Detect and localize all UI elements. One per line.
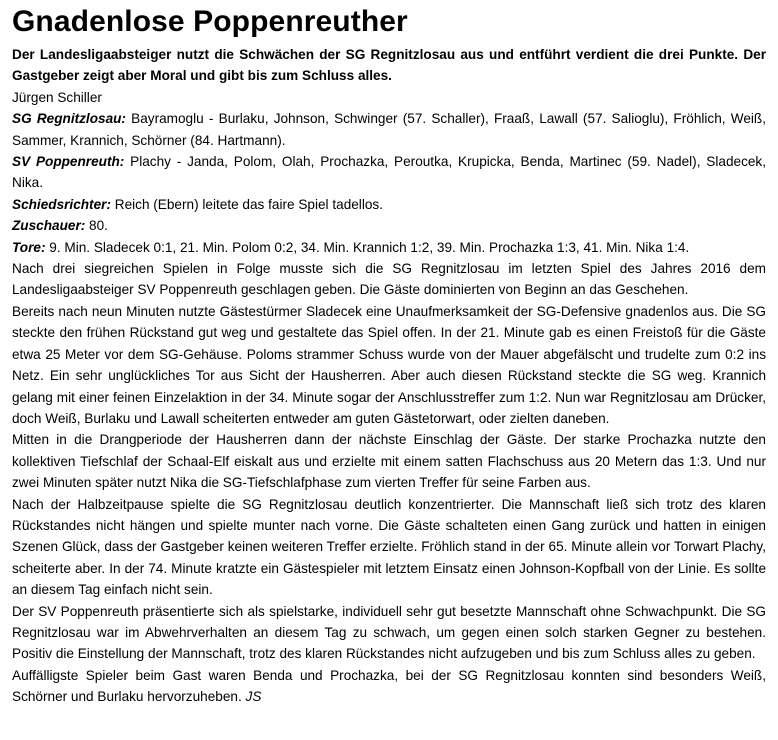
article-title: Gnadenlose Poppenreuther: [12, 5, 408, 38]
away-lineup-text: Plachy - Janda, Polom, Olah, Prochazka, Peroutka, Krupicka, Benda, Martinec (59. Nadel), Sladecek, Nika.: [12, 154, 766, 191]
spectators-label: Zuschauer:: [12, 218, 86, 234]
referee-label: Schiedsrichter:: [12, 196, 111, 212]
goals-text: 9. Min. Sladecek 0:1, 21. Min. Polom 0:2, 34. Min. Krannich 1:2, 39. Min. Prochazka 1:3, 41. Min. Nika 1:4.: [45, 239, 690, 255]
home-lineup-label: SG Regnitzlosau:: [12, 111, 126, 127]
goals: [12, 237, 766, 258]
body-paragraph-4: Nach der Halbzeitpause spielte die SG Regnitzlosau deutlich konzentrierter. Die Mannschaft ließ sich trotz des klaren Rückstandes nicht hängen und spielte munter nach vorne. Die Gäste schalteten einen Gang zurück und hatten in einigen Szenen Glück, dass der Gastgeber keinen weiteren Treffer erzielte. Fröhlich stand in der 65. Minute allein vor Torwart Plachy, scheiterte aber. In der 74. Minute kratzte ein Gästespieler mit letztem Einsatz einen Johnson-Kopfball von der Linie. Es sollte an diesem Tag einfach nicht sein.: [12, 496, 766, 598]
closing-text: Auffälligste Spieler beim Gast waren Benda und Prochazka, bei der SG Regnitzlosau konnten sind besonders Weiß, Schörner und Burlaku hervorzuheben.: [12, 667, 766, 705]
body-paragraph-1: Nach drei siegreichen Spielen in Folge musste sich die SG Regnitzlosau im letzten Spiel des Jahres 2016 dem Landesligaabsteiger SV Poppenreuth geschlagen geben. Die Gäste dominierten von Beginn an das Geschehen.: [12, 261, 766, 298]
body-paragraph-3: Mitten in die Drangperiode der Hausherren dann der nächste Einschlag der Gäste. Der starke Prochazka nutzte den kollektiven Tiefschlaf der Schaal-Elf eiskalt aus und erzielte mit einem satten Flachschuss aus 20 Metern das 1:3. Und nur zwei Minuten später nutzt Nika die SG-Tiefschlafphase zum vierten Treffer für seine Farben aus.: [12, 432, 766, 491]
article-author: Jürgen Schiller: [12, 89, 102, 105]
referee-text: Reich (Ebern) leitete das faire Spiel tadellos.: [110, 196, 383, 212]
goals-label: Tore:: [12, 239, 46, 255]
article-lead: Der Landesligaabsteiger nutzt die Schwächen der SG Regnitzlosau aus und entführt verdient die drei Punkte. Der Gastgeber zeigt aber Moral und gibt bis zum Schluss alles.: [12, 47, 766, 84]
body-paragraph-5: Der SV Poppenreuth präsentierte sich als spielstarke, individuell sehr gut besetzte Mannschaft ohne Schwachpunkt. Die SG Regnitzlosau war im Abwehrverhalten an diesem Tag zu schwach, um gegen einen solch starken Gegner zu bestehen. Positiv die Einstellung der Mannschaft, trotz des klaren Rückstandes nicht aufzugeben und bis zum Schluss alles zu geben.: [12, 603, 766, 662]
referee: [12, 194, 766, 215]
home-lineup-text: Bayramoglu - Burlaku, Johnson, Schwinger (57. Schaller), Fraaß, Lawall (57. Salioglu), Fröhlich, Weiß, Sammer, Krannich, Schörner (84. Hartmann).: [12, 111, 766, 148]
body-paragraph-2: Bereits nach neun Minuten nutzte Gästestürmer Sladecek eine Unaufmerksamkeit der SG-Defensive gnadenlos aus. Die SG steckte den frühen Rückstand gut weg und gestaltete das Spiel offen. In der 21. Minute gab es einen Freistoß für die Gäste etwa 25 Meter vor dem SG-Gehäuse. Poloms strammer Schuss wurde von der Mauer abgefälscht und trudelte zum 0:2 ins Netz. Ein sehr unglückliches Tor aus Sicht der Hausherren. Aber auch diesen Rückstand steckte die SG weg. Krannich gelang mit einer feinen Einzelaktion in der 34. Minute sogar der Anschlusstreffer zum 1:2. Nun war Regnitzlosau am Drücker, doch Weiß, Burlaku und Lawall scheiterten entweder am guten Gästetorwart, oder zielten daneben.: [12, 303, 766, 426]
closing-paragraph: [12, 665, 766, 708]
away-lineup-label: SV Poppenreuth:: [12, 154, 125, 170]
spectators-text: 80.: [85, 218, 108, 234]
spectators: [12, 215, 766, 236]
home-lineup: [12, 108, 766, 151]
author-initials: JS: [245, 689, 262, 705]
away-lineup: [12, 151, 766, 194]
